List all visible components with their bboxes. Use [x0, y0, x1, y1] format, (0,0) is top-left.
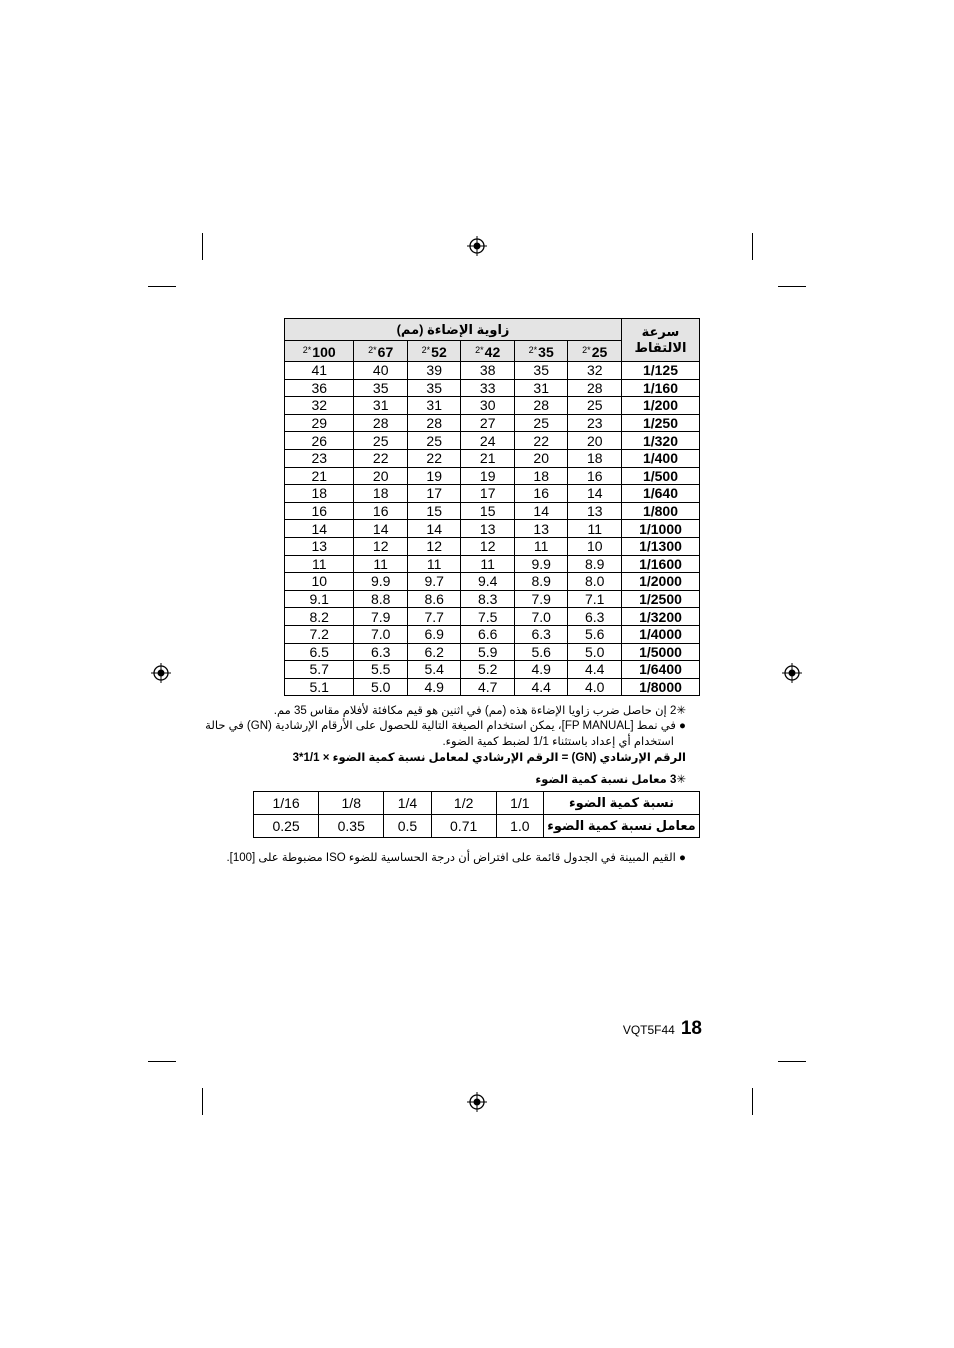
guide-number-cell: 6.5	[285, 643, 354, 661]
crop-mark	[778, 286, 806, 287]
table-row	[254, 815, 700, 838]
crop-mark	[202, 1088, 203, 1115]
table-row	[285, 643, 700, 661]
table-row	[254, 792, 700, 815]
table-row	[285, 590, 700, 608]
table-row	[285, 573, 700, 591]
guide-number-cell: 32	[568, 362, 622, 380]
guide-number-cell: 41	[285, 362, 354, 380]
shutter-speed-cell: 1/160	[622, 379, 700, 397]
guide-number-cell: 16	[568, 467, 622, 485]
registration-mark-icon	[782, 663, 802, 683]
shutter-speed-cell: 1/4000	[622, 625, 700, 643]
model-code: VQT5F44	[622, 1023, 675, 1037]
column-header	[514, 341, 568, 362]
ratio-row-label: نسبة كمية الضوء	[544, 792, 700, 815]
table-row	[285, 661, 700, 679]
guide-number-cell: 40	[354, 362, 408, 380]
guide-number-cell: 14	[285, 520, 354, 538]
guide-number-cell: 11	[407, 555, 461, 573]
guide-number-cell: 11	[461, 555, 515, 573]
shutter-speed-cell: 1/320	[622, 432, 700, 450]
guide-number-cell: 9.7	[407, 573, 461, 591]
coef-row-label: معامل نسبة كمية الضوء	[544, 815, 700, 838]
footnote-mark: 2*	[421, 345, 431, 355]
footnote-mark: 2*	[475, 345, 484, 355]
guide-number-cell: 7.5	[461, 608, 515, 626]
fp-manual-note-line2: استخدام أي إعداد باستثناء 1/1 لضبط كمية الضوء.	[442, 736, 674, 748]
guide-number-cell: 38	[461, 362, 515, 380]
guide-number-cell: 36	[285, 379, 354, 397]
note-2: ✳2 إن حاصل ضرب زاويا الإضاءة هذه (مم) في اثنين هو قيم مكافئة لأفلام مقاس 35 مم.	[273, 705, 686, 717]
guide-number-cell: 4.4	[514, 678, 568, 696]
guide-number-cell: 25	[514, 414, 568, 432]
guide-number-cell: 20	[354, 467, 408, 485]
guide-number-cell: 31	[514, 379, 568, 397]
guide-number-cell: 13	[461, 520, 515, 538]
guide-number-cell: 4.7	[461, 678, 515, 696]
guide-number-cell: 8.9	[568, 555, 622, 573]
guide-number-cell: 9.9	[354, 573, 408, 591]
guide-number-cell: 5.4	[407, 661, 461, 679]
guide-number-cell: 7.9	[354, 608, 408, 626]
guide-number-cell: 25	[407, 432, 461, 450]
column-header-label: 52	[431, 344, 447, 360]
page-footer	[623, 1018, 702, 1040]
guide-number-cell: 7.0	[354, 625, 408, 643]
guide-number-cell: 8.6	[407, 590, 461, 608]
guide-number-cell: 5.9	[461, 643, 515, 661]
guide-number-cell: 12	[354, 537, 408, 555]
ratio-value: 1/16	[254, 792, 319, 815]
table-row	[285, 467, 700, 485]
table-row	[285, 362, 700, 380]
table-row	[285, 678, 700, 696]
column-header-label: 67	[377, 344, 394, 360]
guide-number-cell: 5.7	[285, 661, 354, 679]
guide-number-cell: 4.4	[568, 661, 622, 679]
guide-number-cell: 12	[461, 537, 515, 555]
table-row	[285, 432, 700, 450]
guide-number-cell: 9.9	[514, 555, 568, 573]
registration-mark-icon	[151, 663, 171, 683]
coef-value: 1.0	[496, 815, 543, 838]
guide-number-cell: 21	[461, 449, 515, 467]
guide-number-cell: 13	[568, 502, 622, 520]
guide-number-cell: 5.0	[568, 643, 622, 661]
column-header-label: 100	[312, 344, 336, 360]
guide-number-cell: 18	[514, 467, 568, 485]
page-number: 18	[680, 1018, 702, 1039]
guide-number-cell: 23	[285, 449, 354, 467]
guide-number-table	[284, 318, 700, 696]
guide-number-cell: 16	[514, 485, 568, 503]
guide-number-cell: 15	[407, 502, 461, 520]
guide-number-cell: 20	[568, 432, 622, 450]
guide-number-cell: 18	[354, 485, 408, 503]
guide-number-cell: 10	[568, 537, 622, 555]
crop-mark	[202, 233, 203, 260]
guide-number-cell: 11	[285, 555, 354, 573]
ratio-value: 1/2	[431, 792, 496, 815]
shutter-speed-cell: 1/125	[622, 362, 700, 380]
guide-number-cell: 4.0	[568, 678, 622, 696]
guide-number-cell: 35	[407, 379, 461, 397]
guide-number-cell: 31	[354, 397, 408, 415]
shutter-speed-cell: 1/6400	[622, 661, 700, 679]
guide-number-cell: 33	[461, 379, 515, 397]
guide-number-cell: 26	[285, 432, 354, 450]
guide-number-cell: 7.2	[285, 625, 354, 643]
guide-number-cell: 4.9	[407, 678, 461, 696]
guide-number-cell: 21	[285, 467, 354, 485]
table-row	[285, 537, 700, 555]
coef-value: 0.35	[319, 815, 384, 838]
guide-number-cell: 5.1	[285, 678, 354, 696]
crop-mark	[752, 1088, 753, 1115]
table-row	[285, 625, 700, 643]
guide-number-cell: 11	[514, 537, 568, 555]
guide-number-cell: 7.7	[407, 608, 461, 626]
column-header	[568, 341, 622, 362]
guide-number-cell: 35	[354, 379, 408, 397]
guide-number-cell: 19	[461, 467, 515, 485]
table-row	[285, 414, 700, 432]
guide-number-cell: 14	[407, 520, 461, 538]
table-row	[285, 449, 700, 467]
shutter-speed-cell: 1/3200	[622, 608, 700, 626]
guide-number-cell: 22	[514, 432, 568, 450]
guide-number-cell: 18	[285, 485, 354, 503]
guide-number-cell: 18	[568, 449, 622, 467]
coef-value: 0.5	[384, 815, 431, 838]
guide-number-cell: 25	[568, 397, 622, 415]
guide-number-cell: 8.9	[514, 573, 568, 591]
guide-number-cell: 5.2	[461, 661, 515, 679]
ratio-value: 1/4	[384, 792, 431, 815]
table-row	[285, 379, 700, 397]
guide-number-cell: 7.0	[514, 608, 568, 626]
guide-number-cell: 28	[407, 414, 461, 432]
guide-number-cell: 6.3	[568, 608, 622, 626]
shutter-speed-cell: 1/5000	[622, 643, 700, 661]
shutter-speed-cell: 1/8000	[622, 678, 700, 696]
guide-number-cell: 16	[285, 502, 354, 520]
guide-number-cell: 35	[514, 362, 568, 380]
column-header-label: 42	[484, 344, 501, 360]
shutter-speed-cell: 1/200	[622, 397, 700, 415]
column-header	[407, 341, 461, 362]
crop-mark	[778, 1061, 806, 1062]
guide-number-cell: 15	[461, 502, 515, 520]
guide-number-cell: 5.6	[568, 625, 622, 643]
guide-number-cell: 8.0	[568, 573, 622, 591]
column-header	[285, 341, 354, 362]
guide-number-cell: 8.3	[461, 590, 515, 608]
guide-number-cell: 19	[407, 467, 461, 485]
guide-number-cell: 5.5	[354, 661, 408, 679]
table-row	[285, 555, 700, 573]
ratio-value: 1/8	[319, 792, 384, 815]
guide-number-cell: 28	[514, 397, 568, 415]
guide-number-cell: 11	[354, 555, 408, 573]
coef-value: 0.25	[254, 815, 319, 838]
footnote-mark: 2*	[582, 345, 591, 355]
guide-number-cell: 14	[514, 502, 568, 520]
guide-number-cell: 28	[568, 379, 622, 397]
guide-number-cell: 14	[568, 485, 622, 503]
guide-number-cell: 12	[407, 537, 461, 555]
guide-number-cell: 11	[568, 520, 622, 538]
guide-number-cell: 6.3	[354, 643, 408, 661]
note-3: ✳3 معامل نسبة كمية الضوء	[535, 774, 686, 786]
guide-number-cell: 8.8	[354, 590, 408, 608]
guide-number-cell: 6.2	[407, 643, 461, 661]
guide-number-cell: 22	[407, 449, 461, 467]
guide-number-cell: 6.3	[514, 625, 568, 643]
ratio-value: 1/1	[496, 792, 543, 815]
guide-number-cell: 13	[285, 537, 354, 555]
guide-number-cell: 23	[568, 414, 622, 432]
shutter-speed-cell: 1/1600	[622, 555, 700, 573]
guide-number-cell: 31	[407, 397, 461, 415]
light-ratio-table	[253, 791, 700, 838]
table-row	[285, 502, 700, 520]
shutter-speed-cell: 1/800	[622, 502, 700, 520]
guide-number-cell: 10	[285, 573, 354, 591]
guide-number-cell: 29	[285, 414, 354, 432]
guide-number-cell: 32	[285, 397, 354, 415]
table-row	[285, 608, 700, 626]
footnote-mark: 2*	[302, 345, 312, 355]
guide-number-cell: 24	[461, 432, 515, 450]
fp-manual-note: ● في نمط [FP MANUAL]، يمكن استخدام الصيغة التالية للحصول على الأرقام الإرشادية (GN) في حالة	[205, 720, 686, 732]
header-angle: زاوية الإضاءة (مم)	[285, 319, 622, 341]
shutter-speed-cell: 1/400	[622, 449, 700, 467]
guide-number-cell: 7.1	[568, 590, 622, 608]
guide-number-cell: 5.0	[354, 678, 408, 696]
table-row	[285, 397, 700, 415]
guide-number-cell: 9.1	[285, 590, 354, 608]
shutter-speed-cell: 1/500	[622, 467, 700, 485]
shutter-speed-cell: 1/1000	[622, 520, 700, 538]
footnote-mark: 2*	[528, 345, 538, 355]
guide-number-cell: 6.6	[461, 625, 515, 643]
guide-number-cell: 5.6	[514, 643, 568, 661]
guide-number-cell: 8.2	[285, 608, 354, 626]
shutter-speed-cell: 1/2000	[622, 573, 700, 591]
crop-mark	[752, 233, 753, 260]
guide-number-cell: 30	[461, 397, 515, 415]
formula: الرقم الإرشادي (GN) = الرقم الإرشادي لمعامل نسبة كمية الضوء × 1/1*3	[292, 752, 686, 764]
registration-mark-icon	[467, 1092, 487, 1112]
crop-mark	[148, 1061, 176, 1062]
guide-number-cell: 4.9	[514, 661, 568, 679]
table-row	[285, 520, 700, 538]
table-row	[285, 485, 700, 503]
guide-number-cell: 17	[407, 485, 461, 503]
guide-number-cell: 25	[354, 432, 408, 450]
guide-number-cell: 20	[514, 449, 568, 467]
guide-number-cell: 13	[514, 520, 568, 538]
shutter-speed-cell: 1/1300	[622, 537, 700, 555]
guide-number-cell: 6.9	[407, 625, 461, 643]
header-speed: سرعة الالتقاط	[622, 319, 700, 362]
guide-number-cell: 27	[461, 414, 515, 432]
guide-number-cell: 22	[354, 449, 408, 467]
guide-number-cell: 39	[407, 362, 461, 380]
guide-number-cell: 17	[461, 485, 515, 503]
guide-number-cell: 14	[354, 520, 408, 538]
guide-number-cell: 9.4	[461, 573, 515, 591]
registration-mark-icon	[467, 236, 487, 256]
coef-value: 0.71	[431, 815, 496, 838]
column-header	[461, 341, 515, 362]
guide-number-cell: 28	[354, 414, 408, 432]
guide-number-cell: 7.9	[514, 590, 568, 608]
shutter-speed-cell: 1/2500	[622, 590, 700, 608]
column-header-label: 35	[538, 344, 554, 360]
guide-number-cell: 16	[354, 502, 408, 520]
footnote-mark: 2*	[368, 345, 377, 355]
crop-mark	[148, 286, 176, 287]
column-header	[354, 341, 408, 362]
shutter-speed-cell: 1/250	[622, 414, 700, 432]
iso-note: ● القيم المبينة في الجدول قائمة على افتراض أن درجة الحساسية للضوء ISO مضبوطة على [100].	[226, 852, 686, 864]
column-header-label: 25	[591, 344, 608, 360]
shutter-speed-cell: 1/640	[622, 485, 700, 503]
